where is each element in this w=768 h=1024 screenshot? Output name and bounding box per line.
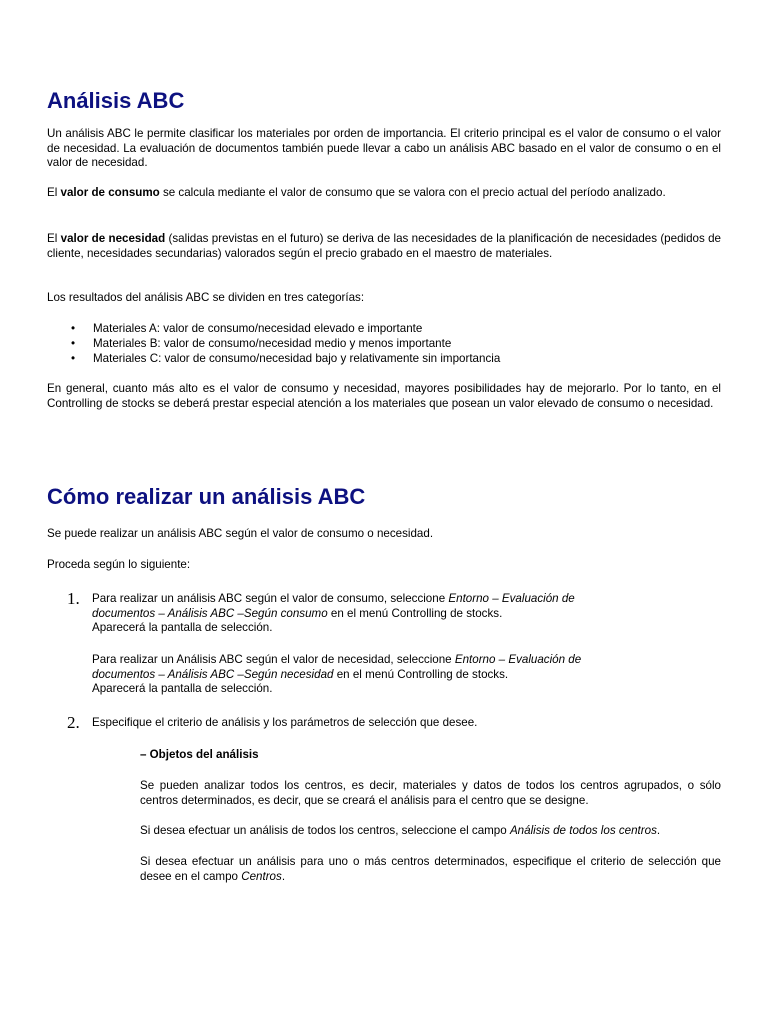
necesidad-term: valor de necesidad <box>60 232 166 245</box>
step-number-2: 2. <box>67 713 80 732</box>
objetos-paragraph-3 <box>140 855 721 884</box>
p2-field: Análisis de todos los centros <box>509 824 657 837</box>
results-intro <box>47 291 721 306</box>
list-item <box>47 322 721 337</box>
conclusion-text: En general, cuanto más alto es el valor de consumo y necesidad, mayores posibilidades hay de mejorarlo. Por lo tanto, en el Controlling de stocks se deberá prestar especial atención a los materiales que posean un valor elevado de consumo o necesidad. <box>47 382 721 410</box>
conclusion-paragraph <box>47 382 721 411</box>
step1-necesidad <box>92 653 652 697</box>
p3-field: Centros <box>241 869 282 883</box>
step1-b-pre: Para realizar un Análisis ABC según el valor de necesidad, seleccione <box>92 653 455 666</box>
step1-b-post: en el menú Controlling de stocks. <box>333 667 509 681</box>
p2-pre: Si desea efectuar un análisis de todos los centros, seleccione el campo <box>140 824 510 837</box>
intro-paragraph <box>47 127 721 171</box>
objetos-heading-text: – Objetos del análisis <box>140 748 259 761</box>
consumo-term: valor de consumo <box>60 186 160 199</box>
step1-a-post: en el menú Controlling de stocks. <box>327 606 503 620</box>
intro-text: Un análisis ABC le permite clasificar los materiales por orden de importancia. El criterio principal es el valor de consumo o el valor de necesidad. La evaluación de documentos también puede llevar a cabo un análisis ABC basado en el valor de consumo o en el valor de necesidad. <box>47 127 721 169</box>
valor-necesidad-paragraph <box>47 232 721 261</box>
results-intro-text: Los resultados del análisis ABC se dividen en tres categorías: <box>47 291 365 304</box>
list-item-text: Materiales C: valor de consumo/necesidad bajo y relativamente sin importancia <box>93 352 501 365</box>
list-item <box>47 337 721 352</box>
list-item-text: Materiales A: valor de consumo/necesidad elevado e importante <box>93 322 423 335</box>
bullet-icon: • <box>71 322 76 335</box>
step1-a-path-1: Entorno – Evaluación de <box>448 592 575 605</box>
objetos-heading <box>140 748 721 763</box>
objetos-p1-text: Se pueden analizar todos los centros, es decir, materiales y datos de todos los centros agrupados, o sólo centros determinados, es decir, que se creará el análisis para el centro que se designe. <box>140 779 721 807</box>
proceed-text <box>47 558 721 573</box>
objetos-paragraph-2 <box>140 824 721 839</box>
list-item-text: Materiales B: valor de consumo/necesidad medio y menos importante <box>93 337 452 350</box>
section-title-analisis-abc: Análisis ABC <box>47 88 185 113</box>
p3-pre: Si desea efectuar un análisis para uno o más centros determinados, especifique el criterio de selección que desee en el campo <box>140 855 721 883</box>
step1-b-path-2: documentos – Análisis ABC –Según necesidad <box>92 667 334 681</box>
section2-intro <box>47 527 721 542</box>
consumo-rest: se calcula mediante el valor de consumo que se valora con el precio actual del período analizado. <box>159 186 666 199</box>
section-title-como-realizar: Cómo realizar un análisis ABC <box>47 484 366 509</box>
step2-label: Especifique el criterio de análisis y los parámetros de selección que desee. <box>92 716 478 729</box>
step1-consumo <box>92 592 652 636</box>
section2-intro-text: Se puede realizar un análisis ABC según el valor de consumo o necesidad. <box>47 527 434 540</box>
valor-consumo-paragraph <box>47 186 721 201</box>
necesidad-rest: (salidas previstas en el futuro) se deriva de las necesidades de la planificación de necesidades (pedidos de cliente, necesidades secundarias) valorados según el precio grabado en el maestro de materiales. <box>47 232 722 260</box>
step2-text <box>92 716 652 731</box>
step1-b-path-1: Entorno – Evaluación de <box>454 653 582 666</box>
necesidad-lead: El <box>47 232 61 245</box>
step1-a-path-2: documentos – Análisis ABC –Según consumo <box>92 606 328 620</box>
category-list <box>47 322 721 367</box>
proceed-label: Proceda según lo siguiente: <box>47 558 191 571</box>
objetos-paragraph-1 <box>140 779 721 808</box>
step1-a-pre: Para realizar un análisis ABC según el valor de consumo, seleccione <box>92 592 449 605</box>
step-number-1: 1. <box>67 589 80 608</box>
step1-a-result: Aparecerá la pantalla de selección. <box>92 621 273 634</box>
bullet-icon: • <box>71 352 76 365</box>
consumo-lead: El <box>47 186 61 199</box>
bullet-icon: • <box>71 337 76 350</box>
list-item <box>47 352 721 367</box>
p3-post: . <box>281 869 286 883</box>
p2-post: . <box>656 824 661 837</box>
step1-b-result: Aparecerá la pantalla de selección. <box>92 682 273 695</box>
